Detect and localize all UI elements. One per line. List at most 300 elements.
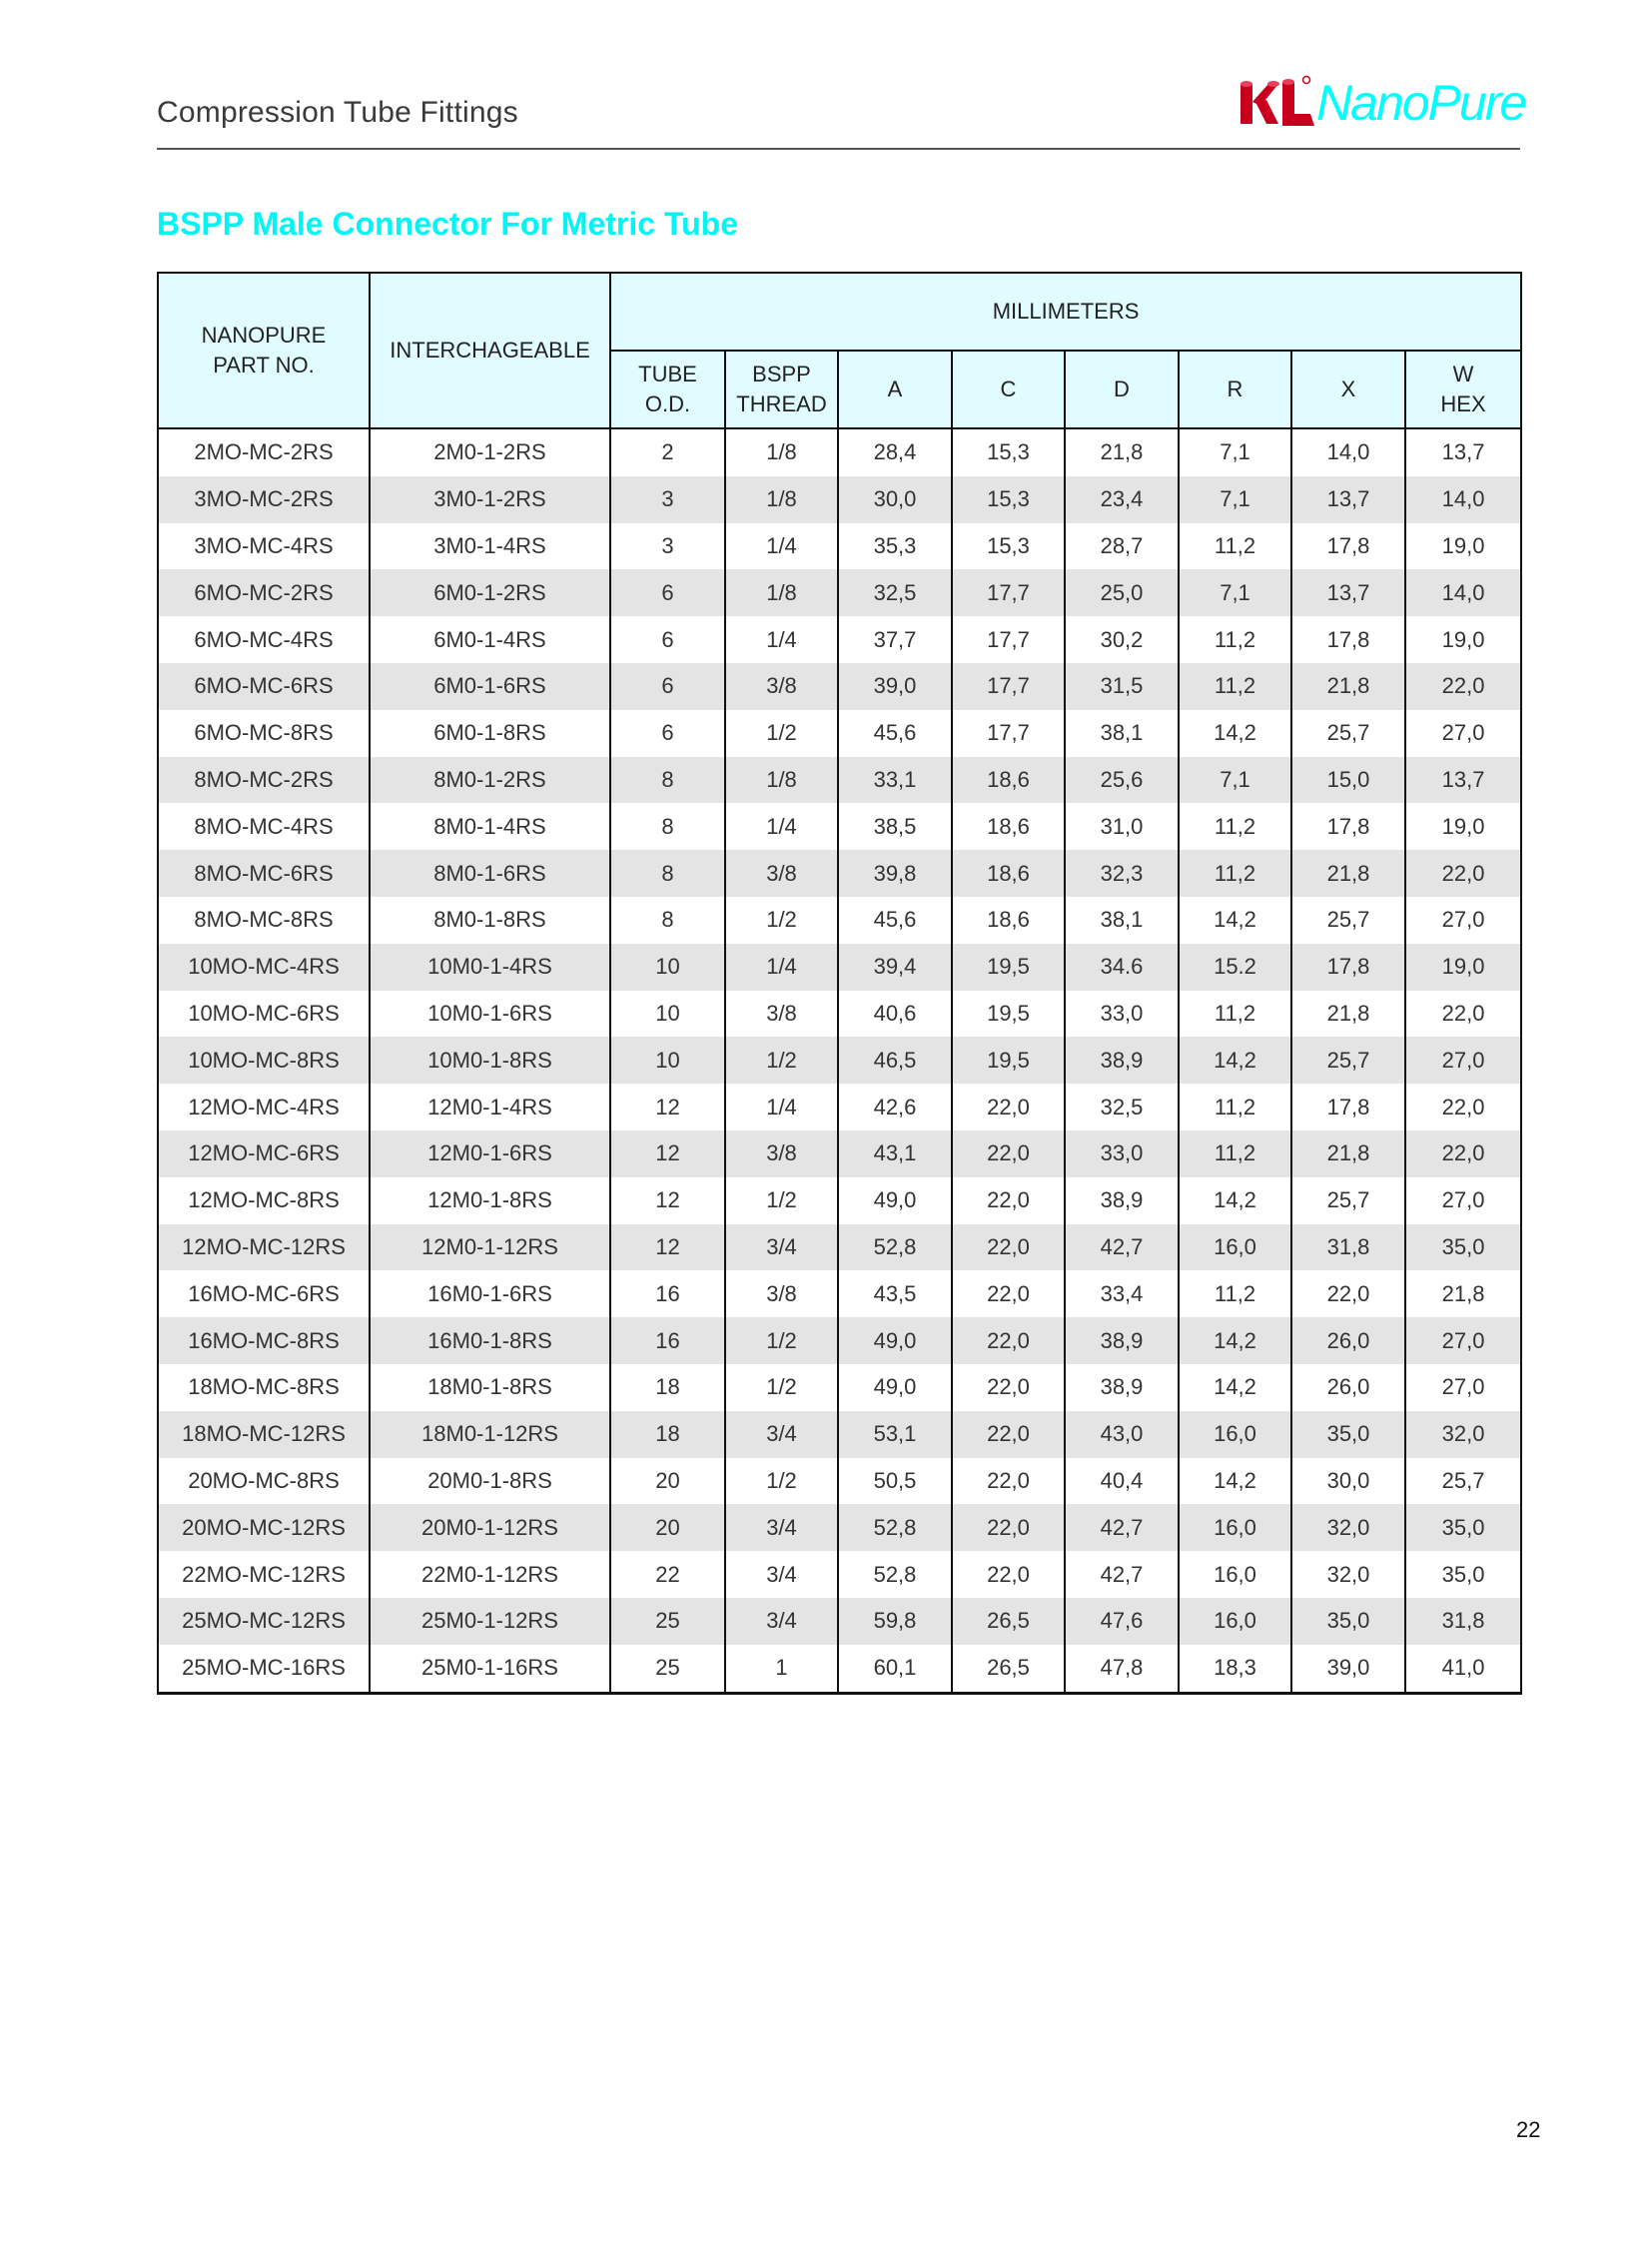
- col-header-w-line1: W: [1452, 362, 1474, 386]
- cell-part-no: 10MO-MC-8RS: [158, 1037, 370, 1084]
- cell-w-hex: 27,0: [1405, 710, 1521, 757]
- cell-w-hex: 14,0: [1405, 569, 1521, 616]
- col-header-c: C: [952, 351, 1065, 428]
- cell-x: 17,8: [1291, 523, 1405, 570]
- cell-interchangeable: 12M0-1-6RS: [370, 1130, 610, 1177]
- cell-d: 25,0: [1065, 569, 1179, 616]
- cell-x: 21,8: [1291, 991, 1405, 1038]
- table-row: [158, 1364, 1521, 1411]
- cell-w-hex: 13,7: [1405, 757, 1521, 804]
- cell-x: 25,7: [1291, 1037, 1405, 1084]
- cell-interchangeable: 18M0-1-12RS: [370, 1411, 610, 1458]
- cell-part-no: 12MO-MC-6RS: [158, 1130, 370, 1177]
- nanopure-logo: [1239, 70, 1528, 140]
- table-row: [158, 897, 1521, 944]
- col-header-tube-od-line1: TUBE: [638, 362, 697, 386]
- table-row: [158, 1130, 1521, 1177]
- col-header-interchangeable: INTERCHAGEABLE: [370, 273, 610, 428]
- cell-bspp-thread: 3/4: [725, 1598, 838, 1645]
- cell-part-no: 25MO-MC-16RS: [158, 1645, 370, 1693]
- cell-w-hex: 27,0: [1405, 897, 1521, 944]
- cell-interchangeable: 12M0-1-4RS: [370, 1084, 610, 1130]
- cell-r: 7,1: [1179, 757, 1291, 804]
- table-row: [158, 569, 1521, 616]
- cell-tube-od: 6: [610, 569, 725, 616]
- cell-a: 43,1: [838, 1130, 952, 1177]
- col-header-a: A: [838, 351, 952, 428]
- cell-d: 33,0: [1065, 991, 1179, 1038]
- cell-c: 22,0: [952, 1364, 1065, 1411]
- cell-w-hex: 25,7: [1405, 1458, 1521, 1505]
- cell-w-hex: 32,0: [1405, 1411, 1521, 1458]
- cell-bspp-thread: 1/2: [725, 1364, 838, 1411]
- cell-c: 15,3: [952, 428, 1065, 476]
- cell-interchangeable: 18M0-1-8RS: [370, 1364, 610, 1411]
- cell-c: 22,0: [952, 1411, 1065, 1458]
- cell-r: 11,2: [1179, 663, 1291, 710]
- col-header-w-line2: HEX: [1440, 391, 1486, 416]
- cell-tube-od: 10: [610, 1037, 725, 1084]
- cell-part-no: 22MO-MC-12RS: [158, 1551, 370, 1598]
- cell-tube-od: 6: [610, 663, 725, 710]
- cell-c: 17,7: [952, 569, 1065, 616]
- cell-bspp-thread: 3/8: [725, 1130, 838, 1177]
- cell-a: 42,6: [838, 1084, 952, 1130]
- cell-r: 11,2: [1179, 803, 1291, 850]
- cell-interchangeable: 8M0-1-6RS: [370, 850, 610, 897]
- cell-r: 14,2: [1179, 710, 1291, 757]
- table-row: [158, 1084, 1521, 1130]
- cell-part-no: 8MO-MC-4RS: [158, 803, 370, 850]
- cell-w-hex: 19,0: [1405, 803, 1521, 850]
- cell-w-hex: 35,0: [1405, 1224, 1521, 1271]
- table-row: [158, 1458, 1521, 1505]
- cell-interchangeable: 22M0-1-12RS: [370, 1551, 610, 1598]
- cell-interchangeable: 6M0-1-8RS: [370, 710, 610, 757]
- section-title: BSPP Male Connector For Metric Tube: [157, 206, 739, 242]
- group-header-millimeters: MILLIMETERS: [610, 273, 1521, 351]
- cell-c: 22,0: [952, 1458, 1065, 1505]
- cell-a: 49,0: [838, 1317, 952, 1364]
- table-row: [158, 710, 1521, 757]
- cell-r: 16,0: [1179, 1411, 1291, 1458]
- cell-c: 22,0: [952, 1551, 1065, 1598]
- cell-part-no: 3MO-MC-4RS: [158, 523, 370, 570]
- brand-name: NanoPure: [1316, 75, 1526, 131]
- cell-w-hex: 35,0: [1405, 1504, 1521, 1551]
- cell-d: 33,4: [1065, 1270, 1179, 1317]
- cell-bspp-thread: 3/4: [725, 1411, 838, 1458]
- cell-x: 25,7: [1291, 897, 1405, 944]
- cell-tube-od: 16: [610, 1270, 725, 1317]
- cell-w-hex: 27,0: [1405, 1317, 1521, 1364]
- cell-tube-od: 8: [610, 850, 725, 897]
- cell-interchangeable: 20M0-1-8RS: [370, 1458, 610, 1505]
- cell-x: 25,7: [1291, 710, 1405, 757]
- cell-part-no: 3MO-MC-2RS: [158, 476, 370, 523]
- cell-a: 49,0: [838, 1364, 952, 1411]
- cell-tube-od: 6: [610, 616, 725, 663]
- cell-part-no: 16MO-MC-8RS: [158, 1317, 370, 1364]
- table-row: [158, 428, 1521, 476]
- cell-part-no: 8MO-MC-6RS: [158, 850, 370, 897]
- cell-r: 14,2: [1179, 897, 1291, 944]
- table-row: [158, 757, 1521, 804]
- cell-tube-od: 20: [610, 1504, 725, 1551]
- cell-c: 19,5: [952, 1037, 1065, 1084]
- cell-bspp-thread: 1/2: [725, 897, 838, 944]
- cell-x: 26,0: [1291, 1364, 1405, 1411]
- cell-interchangeable: 12M0-1-8RS: [370, 1177, 610, 1224]
- cell-x: 35,0: [1291, 1598, 1405, 1645]
- cell-bspp-thread: 1/4: [725, 803, 838, 850]
- cell-interchangeable: 6M0-1-2RS: [370, 569, 610, 616]
- cell-bspp-thread: 1/4: [725, 523, 838, 570]
- cell-r: 14,2: [1179, 1317, 1291, 1364]
- cell-tube-od: 12: [610, 1084, 725, 1130]
- cell-a: 40,6: [838, 991, 952, 1038]
- cell-c: 22,0: [952, 1084, 1065, 1130]
- cell-interchangeable: 6M0-1-4RS: [370, 616, 610, 663]
- cell-tube-od: 8: [610, 897, 725, 944]
- cell-c: 19,5: [952, 944, 1065, 991]
- cell-r: 14,2: [1179, 1458, 1291, 1505]
- table-row: [158, 476, 1521, 523]
- cell-a: 45,6: [838, 897, 952, 944]
- cell-interchangeable: 16M0-1-8RS: [370, 1317, 610, 1364]
- cell-w-hex: 27,0: [1405, 1177, 1521, 1224]
- cell-r: 14,2: [1179, 1177, 1291, 1224]
- cell-w-hex: 14,0: [1405, 476, 1521, 523]
- cell-bspp-thread: 1: [725, 1645, 838, 1693]
- cell-a: 52,8: [838, 1504, 952, 1551]
- cell-x: 17,8: [1291, 944, 1405, 991]
- cell-r: 11,2: [1179, 1084, 1291, 1130]
- table-row: [158, 1317, 1521, 1364]
- cell-c: 17,7: [952, 616, 1065, 663]
- cell-bspp-thread: 3/8: [725, 850, 838, 897]
- cell-d: 38,9: [1065, 1317, 1179, 1364]
- cell-tube-od: 3: [610, 476, 725, 523]
- cell-d: 34.6: [1065, 944, 1179, 991]
- cell-d: 43,0: [1065, 1411, 1179, 1458]
- cell-part-no: 10MO-MC-6RS: [158, 991, 370, 1038]
- table-row: [158, 944, 1521, 991]
- cell-part-no: 2MO-MC-2RS: [158, 428, 370, 476]
- cell-r: 7,1: [1179, 428, 1291, 476]
- cell-bspp-thread: 1/2: [725, 1037, 838, 1084]
- header-divider: [157, 148, 1520, 150]
- cell-r: 15.2: [1179, 944, 1291, 991]
- cell-c: 15,3: [952, 476, 1065, 523]
- cell-a: 45,6: [838, 710, 952, 757]
- cell-x: 17,8: [1291, 1084, 1405, 1130]
- cell-r: 11,2: [1179, 991, 1291, 1038]
- cell-a: 28,4: [838, 428, 952, 476]
- cell-w-hex: 22,0: [1405, 850, 1521, 897]
- cell-d: 38,9: [1065, 1177, 1179, 1224]
- cell-a: 37,7: [838, 616, 952, 663]
- cell-bspp-thread: 1/2: [725, 1177, 838, 1224]
- cell-r: 11,2: [1179, 1270, 1291, 1317]
- cell-d: 47,8: [1065, 1645, 1179, 1693]
- cell-d: 42,7: [1065, 1504, 1179, 1551]
- cell-bspp-thread: 3/8: [725, 991, 838, 1038]
- cell-a: 39,0: [838, 663, 952, 710]
- cell-bspp-thread: 3/4: [725, 1551, 838, 1598]
- cell-x: 17,8: [1291, 616, 1405, 663]
- cell-x: 17,8: [1291, 803, 1405, 850]
- col-header-part-no: [158, 273, 370, 428]
- cell-bspp-thread: 1/8: [725, 569, 838, 616]
- cell-x: 25,7: [1291, 1177, 1405, 1224]
- cell-c: 26,5: [952, 1645, 1065, 1693]
- cell-part-no: 6MO-MC-8RS: [158, 710, 370, 757]
- table-row: [158, 1411, 1521, 1458]
- page-number: 22: [1516, 2117, 1541, 2142]
- col-header-tube-od: [610, 351, 725, 428]
- cell-d: 47,6: [1065, 1598, 1179, 1645]
- cell-r: 11,2: [1179, 1130, 1291, 1177]
- cell-part-no: 12MO-MC-8RS: [158, 1177, 370, 1224]
- table-row: [158, 991, 1521, 1038]
- cell-c: 22,0: [952, 1177, 1065, 1224]
- cell-x: 13,7: [1291, 476, 1405, 523]
- cell-x: 21,8: [1291, 1130, 1405, 1177]
- cell-bspp-thread: 1/4: [725, 1084, 838, 1130]
- cell-tube-od: 18: [610, 1411, 725, 1458]
- cell-a: 49,0: [838, 1177, 952, 1224]
- table-row: [158, 1037, 1521, 1084]
- cell-d: 38,9: [1065, 1364, 1179, 1411]
- cell-a: 33,1: [838, 757, 952, 804]
- cell-c: 22,0: [952, 1504, 1065, 1551]
- cell-c: 22,0: [952, 1224, 1065, 1271]
- cell-c: 26,5: [952, 1598, 1065, 1645]
- cell-interchangeable: 12M0-1-12RS: [370, 1224, 610, 1271]
- cell-part-no: 18MO-MC-8RS: [158, 1364, 370, 1411]
- cell-c: 17,7: [952, 710, 1065, 757]
- cell-r: 14,2: [1179, 1037, 1291, 1084]
- cell-r: 16,0: [1179, 1551, 1291, 1598]
- cell-d: 38,1: [1065, 710, 1179, 757]
- cell-d: 42,7: [1065, 1551, 1179, 1598]
- cell-tube-od: 18: [610, 1364, 725, 1411]
- cell-r: 18,3: [1179, 1645, 1291, 1693]
- cell-w-hex: 22,0: [1405, 1084, 1521, 1130]
- cell-w-hex: 27,0: [1405, 1364, 1521, 1411]
- table-row: [158, 850, 1521, 897]
- col-header-thread-line1: BSPP: [752, 362, 811, 386]
- cell-a: 32,5: [838, 569, 952, 616]
- cell-x: 13,7: [1291, 569, 1405, 616]
- table-row: [158, 1504, 1521, 1551]
- cell-bspp-thread: 1/8: [725, 428, 838, 476]
- cell-d: 38,9: [1065, 1037, 1179, 1084]
- cell-r: 11,2: [1179, 616, 1291, 663]
- table-row: [158, 523, 1521, 570]
- cell-c: 17,7: [952, 663, 1065, 710]
- cell-w-hex: 41,0: [1405, 1645, 1521, 1693]
- cell-interchangeable: 20M0-1-12RS: [370, 1504, 610, 1551]
- cell-c: 18,6: [952, 757, 1065, 804]
- cell-d: 21,8: [1065, 428, 1179, 476]
- cell-interchangeable: 8M0-1-8RS: [370, 897, 610, 944]
- cell-tube-od: 3: [610, 523, 725, 570]
- cell-d: 31,0: [1065, 803, 1179, 850]
- cell-interchangeable: 3M0-1-4RS: [370, 523, 610, 570]
- cell-part-no: 8MO-MC-8RS: [158, 897, 370, 944]
- cell-bspp-thread: 1/4: [725, 616, 838, 663]
- cell-interchangeable: 6M0-1-6RS: [370, 663, 610, 710]
- document-header-title: Compression Tube Fittings: [157, 96, 518, 129]
- cell-part-no: 10MO-MC-4RS: [158, 944, 370, 991]
- cell-c: 18,6: [952, 803, 1065, 850]
- table-row: [158, 616, 1521, 663]
- cell-r: 16,0: [1179, 1224, 1291, 1271]
- table-row: [158, 803, 1521, 850]
- cell-bspp-thread: 1/2: [725, 1458, 838, 1505]
- cell-r: 14,2: [1179, 1364, 1291, 1411]
- cell-part-no: 20MO-MC-8RS: [158, 1458, 370, 1505]
- cell-a: 60,1: [838, 1645, 952, 1693]
- cell-w-hex: 19,0: [1405, 616, 1521, 663]
- cell-d: 28,7: [1065, 523, 1179, 570]
- cell-part-no: 6MO-MC-4RS: [158, 616, 370, 663]
- cell-x: 32,0: [1291, 1504, 1405, 1551]
- cell-a: 59,8: [838, 1598, 952, 1645]
- cell-c: 22,0: [952, 1130, 1065, 1177]
- cell-interchangeable: 10M0-1-6RS: [370, 991, 610, 1038]
- cell-interchangeable: 8M0-1-2RS: [370, 757, 610, 804]
- cell-interchangeable: 16M0-1-6RS: [370, 1270, 610, 1317]
- table-row: [158, 1598, 1521, 1645]
- cell-x: 21,8: [1291, 663, 1405, 710]
- cell-tube-od: 8: [610, 757, 725, 804]
- cell-d: 31,5: [1065, 663, 1179, 710]
- cell-tube-od: 16: [610, 1317, 725, 1364]
- cell-x: 31,8: [1291, 1224, 1405, 1271]
- col-header-r: R: [1179, 351, 1291, 428]
- col-header-thread-line2: THREAD: [736, 391, 827, 416]
- cell-r: 16,0: [1179, 1504, 1291, 1551]
- col-header-bspp-thread: [725, 351, 838, 428]
- table-row: [158, 1224, 1521, 1271]
- cell-r: 7,1: [1179, 476, 1291, 523]
- col-header-part-no-line1: NANOPURE: [201, 323, 327, 348]
- table-row: [158, 1270, 1521, 1317]
- table-row: [158, 1177, 1521, 1224]
- cell-d: 23,4: [1065, 476, 1179, 523]
- cell-c: 19,5: [952, 991, 1065, 1038]
- cell-part-no: 8MO-MC-2RS: [158, 757, 370, 804]
- cell-a: 38,5: [838, 803, 952, 850]
- cell-bspp-thread: 1/2: [725, 1317, 838, 1364]
- cell-tube-od: 2: [610, 428, 725, 476]
- cell-a: 53,1: [838, 1411, 952, 1458]
- cell-interchangeable: 10M0-1-8RS: [370, 1037, 610, 1084]
- col-header-tube-od-line2: O.D.: [644, 391, 691, 416]
- cell-bspp-thread: 1/4: [725, 944, 838, 991]
- cell-w-hex: 21,8: [1405, 1270, 1521, 1317]
- cell-w-hex: 19,0: [1405, 523, 1521, 570]
- cell-d: 42,7: [1065, 1224, 1179, 1271]
- cell-w-hex: 22,0: [1405, 663, 1521, 710]
- cell-part-no: 12MO-MC-4RS: [158, 1084, 370, 1130]
- cell-bspp-thread: 3/8: [725, 1270, 838, 1317]
- cell-a: 35,3: [838, 523, 952, 570]
- cell-bspp-thread: 3/4: [725, 1224, 838, 1271]
- cell-tube-od: 20: [610, 1458, 725, 1505]
- cell-d: 40,4: [1065, 1458, 1179, 1505]
- cell-w-hex: 27,0: [1405, 1037, 1521, 1084]
- cell-interchangeable: 2M0-1-2RS: [370, 428, 610, 476]
- spec-table: [157, 272, 1522, 1695]
- cell-a: 50,5: [838, 1458, 952, 1505]
- spec-table-body: [158, 428, 1521, 1693]
- cell-w-hex: 19,0: [1405, 944, 1521, 991]
- cell-tube-od: 10: [610, 991, 725, 1038]
- cell-tube-od: 25: [610, 1645, 725, 1693]
- cell-bspp-thread: 3/8: [725, 663, 838, 710]
- col-header-part-no-line2: PART NO.: [213, 353, 315, 377]
- cell-tube-od: 10: [610, 944, 725, 991]
- cell-interchangeable: 8M0-1-4RS: [370, 803, 610, 850]
- cell-d: 32,5: [1065, 1084, 1179, 1130]
- cell-r: 11,2: [1179, 850, 1291, 897]
- cell-a: 52,8: [838, 1224, 952, 1271]
- cell-d: 30,2: [1065, 616, 1179, 663]
- cell-c: 15,3: [952, 523, 1065, 570]
- cell-a: 43,5: [838, 1270, 952, 1317]
- cell-a: 39,4: [838, 944, 952, 991]
- cell-r: 16,0: [1179, 1598, 1291, 1645]
- cell-x: 14,0: [1291, 428, 1405, 476]
- cell-w-hex: 31,8: [1405, 1598, 1521, 1645]
- cell-c: 22,0: [952, 1270, 1065, 1317]
- col-header-x: X: [1291, 351, 1405, 428]
- cell-interchangeable: 3M0-1-2RS: [370, 476, 610, 523]
- cell-bspp-thread: 1/8: [725, 757, 838, 804]
- cell-x: 32,0: [1291, 1551, 1405, 1598]
- cell-interchangeable: 10M0-1-4RS: [370, 944, 610, 991]
- cell-d: 32,3: [1065, 850, 1179, 897]
- cell-x: 15,0: [1291, 757, 1405, 804]
- cell-a: 39,8: [838, 850, 952, 897]
- kl-logo-mark-icon: [1239, 74, 1328, 134]
- cell-part-no: 12MO-MC-12RS: [158, 1224, 370, 1271]
- cell-tube-od: 6: [610, 710, 725, 757]
- cell-c: 22,0: [952, 1317, 1065, 1364]
- cell-w-hex: 22,0: [1405, 1130, 1521, 1177]
- cell-w-hex: 35,0: [1405, 1551, 1521, 1598]
- cell-part-no: 25MO-MC-12RS: [158, 1598, 370, 1645]
- cell-bspp-thread: 1/2: [725, 710, 838, 757]
- cell-x: 21,8: [1291, 850, 1405, 897]
- cell-bspp-thread: 1/8: [725, 476, 838, 523]
- cell-tube-od: 22: [610, 1551, 725, 1598]
- cell-x: 39,0: [1291, 1645, 1405, 1693]
- cell-tube-od: 12: [610, 1177, 725, 1224]
- cell-tube-od: 25: [610, 1598, 725, 1645]
- cell-c: 18,6: [952, 850, 1065, 897]
- cell-x: 35,0: [1291, 1411, 1405, 1458]
- cell-x: 30,0: [1291, 1458, 1405, 1505]
- cell-part-no: 18MO-MC-12RS: [158, 1411, 370, 1458]
- cell-x: 22,0: [1291, 1270, 1405, 1317]
- table-row: [158, 663, 1521, 710]
- cell-tube-od: 12: [610, 1224, 725, 1271]
